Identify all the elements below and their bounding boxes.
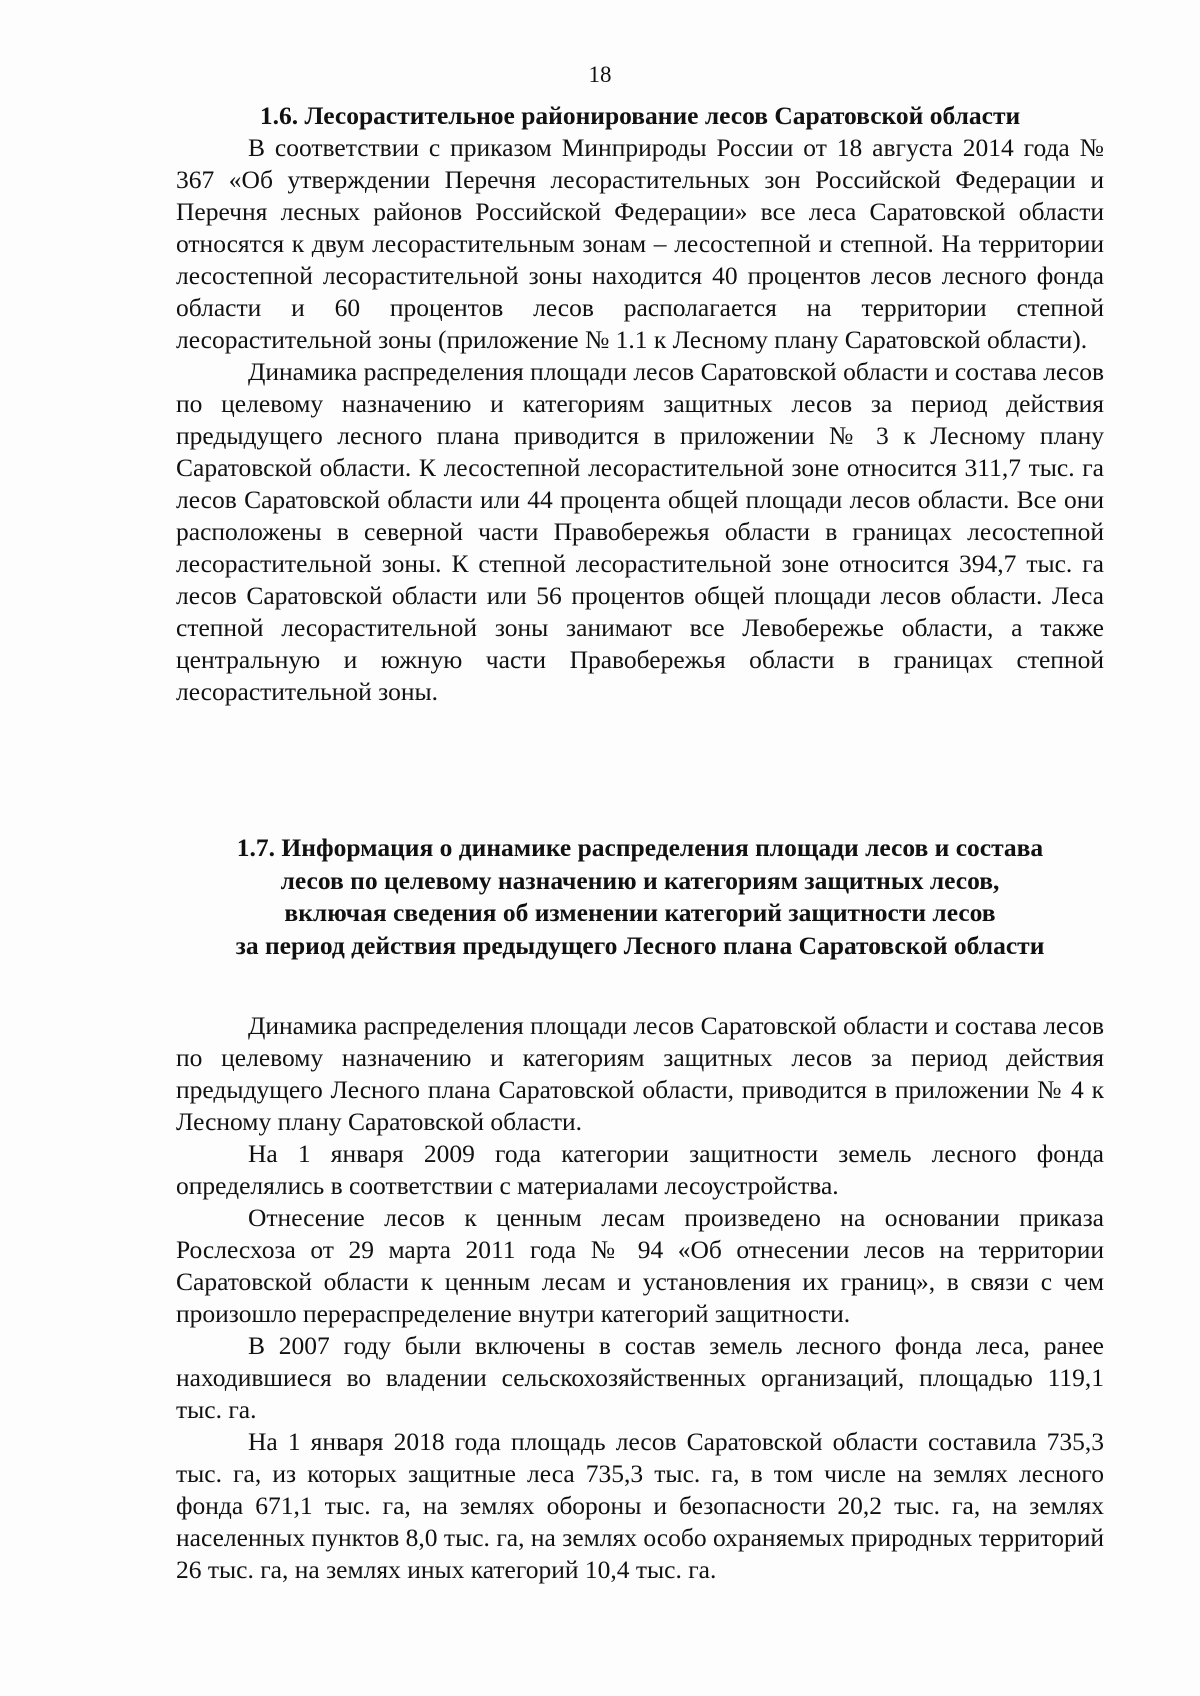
heading-line: 1.7. Информация о динамике распределения площади лесов и состава xyxy=(236,833,1044,862)
heading-line: включая сведения об изменении категорий защитности лесов xyxy=(284,898,996,927)
section-1-6 xyxy=(176,100,1104,708)
section-heading: 1.6. Лесорастительное районирование лесов Саратовской области xyxy=(259,101,1021,130)
heading-line: лесов по целевому назначению и категориям защитных лесов, xyxy=(280,865,1000,895)
paragraph: В 2007 году были включены в состав земель лесного фонда леса, ранее находившиеся во владении сельскохозяйственных организаций, площадью 119,1 тыс. га. xyxy=(176,1331,1104,1424)
paragraph: Отнесение лесов к ценным лесам произведено на основании приказа Рослесхоза от 29 марта 2011 года № 94 «Об отнесении лесов на территории Саратовской области к ценным лесам и установления их границ», в связи с чем произошло перераспределение внутри категорий защитности. xyxy=(176,1203,1104,1328)
paragraph: На 1 января 2018 года площадь лесов Саратовской области составила 735,3 тыс. га, из которых защитные леса 735,3 тыс. га, в том числе на землях лесного фонда 671,1 тыс. га, на землях обороны и безопасности 20,2 тыс. га, на землях населенных пунктов 8,0 тыс. га, на землях особо охраняемых природных территорий 26 тыс. га, на землях иных категорий 10,4 тыс. га. xyxy=(176,1427,1104,1584)
heading-line: за период действия предыдущего Лесного плана Саратовской области xyxy=(235,930,1045,960)
paragraph: Динамика распределения площади лесов Саратовской области и состава лесов по целевому назначению и категориям защитных лесов за период действия предыдущего Лесного плана Саратовской области, приводится в приложении № 4 к Лесному плану Саратовской области. xyxy=(176,1011,1104,1136)
paragraph: Динамика распределения площади лесов Саратовской области и состава лесов по целевому назначению и категориям защитных лесов за период действия предыдущего лесного плана приводится в приложении № 3 к Лесному плану Саратовской области. К лесостепной лесорастительной зоне относится 311,7 тыс. га лесов Саратовской области или 44 процента общей площади лесов области. Все они расположены в северной части Правобережья области в границах лесостепной лесорастительной зоны. К степной лесорастительной зоне относится 394,7 тыс. га лесов Саратовской области или 56 процентов общей площади лесов области. Леса степной лесорастительной зоны занимают все Левобережье области, а также центральную и южную части Правобережья области в границах степной лесорастительной зоны. xyxy=(176,357,1104,706)
paragraph: На 1 января 2009 года категории защитности земель лесного фонда определялись в соответствии с материалами лесоустройства. xyxy=(176,1139,1104,1200)
section-heading xyxy=(176,832,1104,962)
section-1-7 xyxy=(176,832,1104,1586)
page-number: 18 xyxy=(588,62,612,87)
paragraph: В соответствии с приказом Минприроды России от 18 августа 2014 года № 367 «Об утверждении Перечня лесорастительных зон Российской Федерации и Перечня лесных районов Российской Федерации» все леса Саратовской области относятся к двум лесорастительным зонам – лесостепной и степной. На территории лесостепной лесорастительной зоны находится 40 процентов лесов лесного фонда области и 60 процентов лесов располагается на территории степной лесорастительной зоны (приложение № 1.1 к Лесному плану Саратовской области). xyxy=(176,133,1104,354)
